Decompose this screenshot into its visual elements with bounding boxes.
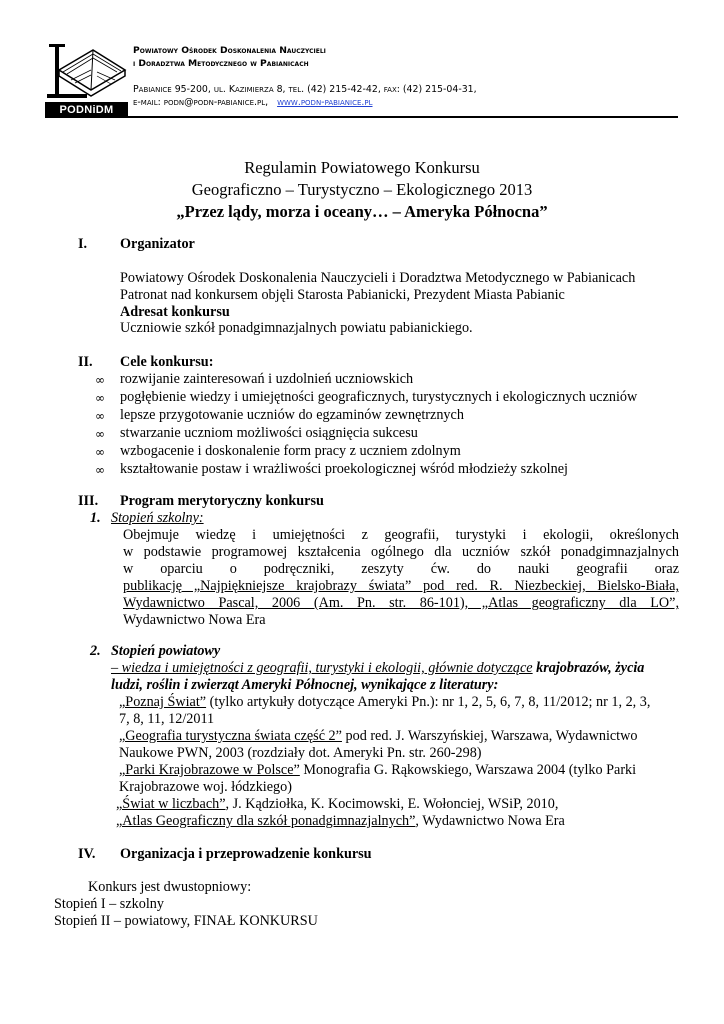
bullet-icon: ∞ xyxy=(95,463,105,477)
literature-title: „Poznaj Świat” xyxy=(119,694,207,710)
header-divider xyxy=(128,116,678,118)
literature-item-cont: Naukowe PWN, 2003 (rozdziały dot. Ameryki Pn. str. 260-298) xyxy=(119,745,482,761)
goal-item: kształtowanie postaw i wrażliwości proekologicznej wśród młodzieży szkolnej xyxy=(120,461,568,477)
stage-1-text: Obejmuje wiedzę i umiejętności z geografii, turystyki i ekologii, określonych xyxy=(123,527,679,543)
literature-item xyxy=(116,813,565,830)
goal-item: stwarzanie uczniom możliwości osiągnięcia sukcesu xyxy=(120,425,418,441)
org-address: Pabianice 95-200, ul. Kazimierza 8, tel. (42) 215-42-42, fax: (42) 215-04-31, xyxy=(133,84,477,95)
stage-1-text: w oparciu o podręczniki, zeszyty ćw. do nauki geografii oraz xyxy=(123,561,679,577)
book-logo-icon xyxy=(45,40,128,102)
section-2-number: II. xyxy=(78,354,93,370)
literature-title: „Atlas Geograficzny dla szkół ponadgimnazjalnych” xyxy=(116,813,416,829)
stage-2-intro xyxy=(111,660,644,677)
organization-text: Konkurs jest dwustopniowy: xyxy=(88,879,252,895)
doc-title-line2: Geograficzno – Turystyczno – Ekologicznego 2013 xyxy=(191,180,533,199)
patronage-text: Patronat nad konkursem objęli Starosta Pabianicki, Prezydent Miasta Pabianic xyxy=(120,287,565,303)
literature-item xyxy=(116,796,558,813)
stage-2-label: Stopień powiatowy xyxy=(111,643,221,659)
stage-2-intro-bold: krajobrazów, życia xyxy=(532,660,645,676)
literature-details: Monografia G. Rąkowskiego, Warszawa 2004 (tylko Parki xyxy=(299,762,637,778)
section-4-heading: Organizacja i przeprowadzenie konkursu xyxy=(120,846,372,862)
doc-title-line1: Regulamin Powiatowego Konkursu xyxy=(244,158,480,177)
stage-1-label: Stopień szkolny: xyxy=(111,510,204,526)
stage-1-publication: Wydawnictwo Pascal, 2006 (Am. Pn. str. 86-101), „Atlas geograficzny dla LO”, xyxy=(123,595,679,611)
institution-logo xyxy=(45,40,128,118)
stage-1-number: 1. xyxy=(90,510,101,526)
stage-1-description: Stopień I – szkolny xyxy=(54,896,164,912)
literature-item xyxy=(119,762,636,779)
section-2-heading: Cele konkursu: xyxy=(120,354,214,370)
section-4-number: IV. xyxy=(78,846,96,862)
stage-1-publication: publikację „Najpiękniejsze krajobrazy świata” pod red. R. Niezbeckiej, Bielsko-Biała, xyxy=(123,578,679,594)
logo-text: PODNiDM xyxy=(45,102,128,118)
literature-item-cont: 7, 8, 11, 12/2011 xyxy=(119,711,215,727)
stage-2-intro-underlined: – wiedza i umiejętności z geografii, turystyki i ekologii, głównie dotyczące xyxy=(111,660,533,676)
bullet-icon: ∞ xyxy=(95,409,105,423)
letterhead xyxy=(133,44,477,109)
section-3-number: III. xyxy=(78,493,99,509)
organizer-name: Powiatowy Ośrodek Doskonalenia Nauczycieli i Doradztwa Metodycznego w Pabianicach xyxy=(120,270,636,286)
literature-details: , J. Kądziołka, K. Kocimowski, E. Wołonciej, WSiP, 2010, xyxy=(225,796,559,812)
goal-item: lepsze przygotowanie uczniów do egzaminów zewnętrznych xyxy=(120,407,464,423)
recipients-heading: Adresat konkursu xyxy=(120,304,230,320)
goal-item: wzbogacenie i doskonalenie form pracy z uczniem zdolnym xyxy=(120,443,461,459)
bullet-icon: ∞ xyxy=(95,391,105,405)
stage-1-text: w podstawie programowej kształcenia ogólnego dla uczniów szkół ponadgimnazjalnych xyxy=(123,544,679,560)
literature-details: (tylko artykuły dotyczące Ameryki Pn.): nr 1, 2, 5, 6, 7, 8, 11/2012; nr 1, 2, 3, xyxy=(206,694,651,710)
bullet-icon: ∞ xyxy=(95,373,105,387)
literature-title: „Geografia turystyczna świata część 2” xyxy=(119,728,342,744)
literature-item xyxy=(119,728,637,745)
org-website-link[interactable]: www.podn-pabianice.pl xyxy=(277,97,373,108)
org-email: e-mail: podn@podn-pabianice.pl, xyxy=(133,97,269,108)
section-1-number: I. xyxy=(78,236,88,252)
org-contact xyxy=(133,96,477,109)
bullet-icon: ∞ xyxy=(95,445,105,459)
literature-item xyxy=(119,694,650,711)
literature-title: „Parki Krajobrazowe w Polsce” xyxy=(119,762,300,778)
section-1-heading: Organizator xyxy=(120,236,195,252)
org-name-line1: Powiatowy Ośrodek Doskonalenia Nauczycieli xyxy=(133,45,326,56)
org-name-line2: i Doradztwa Metodycznego w Pabianicach xyxy=(133,58,309,69)
bullet-icon: ∞ xyxy=(95,427,105,441)
stage-2-description: Stopień II – powiatowy, FINAŁ KONKURSU xyxy=(54,913,318,929)
literature-item-cont: Krajobrazowe woj. łódzkiego) xyxy=(119,779,292,795)
literature-details: , Wydawnictwo Nowa Era xyxy=(415,813,565,829)
stage-2-intro-line2: ludzi, roślin i zwierząt Ameryki Północnej, wynikające z literatury: xyxy=(111,677,499,693)
goal-item: rozwijanie zainteresowań i uzdolnień uczniowskich xyxy=(120,371,414,387)
section-3-heading: Program merytoryczny konkursu xyxy=(120,493,324,509)
goal-item: pogłębienie wiedzy i umiejętności geograficznych, turystycznych i ekologicznych uczniów xyxy=(120,389,638,405)
literature-title: „Świat w liczbach” xyxy=(116,796,226,812)
doc-title-line3: „Przez lądy, morza i oceany… – Ameryka Północna” xyxy=(176,202,548,221)
stage-1-text: Wydawnictwo Nowa Era xyxy=(123,612,266,628)
recipients-text: Uczniowie szkół ponadgimnazjalnych powiatu pabianickiego. xyxy=(120,320,473,336)
stage-2-number: 2. xyxy=(90,643,101,659)
literature-details: pod red. J. Warszyńskiej, Warszawa, Wydawnictwo xyxy=(341,728,638,744)
